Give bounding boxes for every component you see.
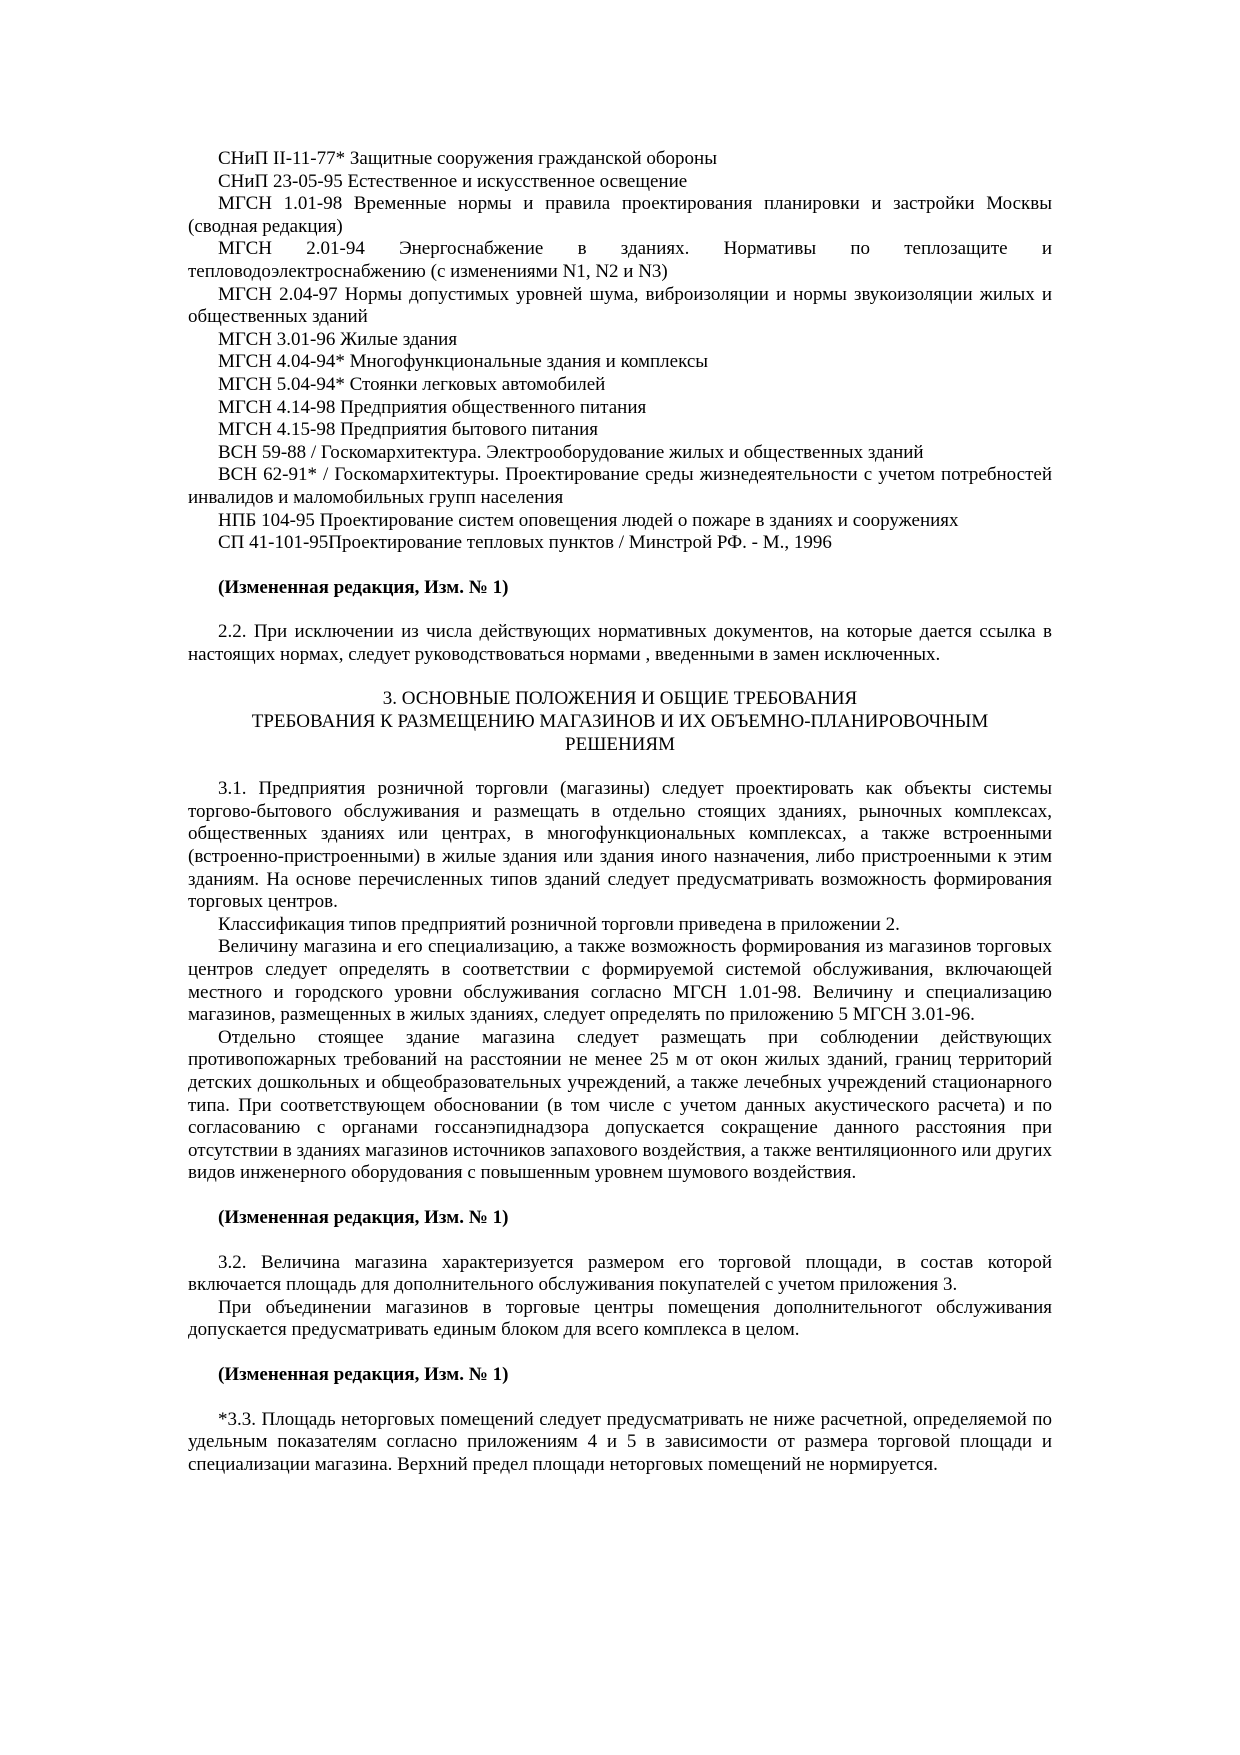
- reference-item: НПБ 104-95 Проектирование систем оповещения людей о пожаре в зданиях и сооружениях: [218, 509, 959, 531]
- paragraph-3-1-size: Величину магазина и его специализацию, а также возможность формирования из магазинов торговых центров следует определять в соответствии с формируемой системой обслуживания, включающей местного и городского уровни обслуживания согласно МГСН 1.01-98. Величину и специализацию магазинов, размещенных в жилых зданиях, следует определять по приложению 5 МГСН 3.01-96.: [188, 936, 1052, 1026]
- reference-item: МГСН 2.04-97 Нормы допустимых уровней шума, виброизоляции и нормы звукоизоляции жилых и общественных зданий: [188, 283, 1052, 328]
- amendment-note: (Измененная редакция, Изм. № 1): [218, 1206, 509, 1228]
- references-list: [188, 148, 1052, 555]
- paragraph-3-1-placement: Отдельно стоящее здание магазина следует размещать при соблюдении действующих противопожарных требований на расстоянии не менее 25 м от окон жилых зданий, границ территорий детских дошкольных и общеобразовательных учреждений, а также лечебных учреждений стационарного типа. При соответствующем обосновании (в том числе с учетом данных акустического расчета) и по согласованию с органами госсанэпиднадзора допускается сокращение данного расстояния при отсутствии в зданиях магазинов источников запахового воздействия, а также вентиляционного или других видов инженерного оборудования с повышенным уровнем шумового воздействия.: [188, 1026, 1052, 1184]
- section-heading-line: ТРЕБОВАНИЯ К РАЗМЕЩЕНИЮ МАГАЗИНОВ И ИХ ОБЪЕМНО-ПЛАНИРОВОЧНЫМ: [251, 711, 989, 733]
- reference-item: СП 41-101-95Проектирование тепловых пунктов / Минстрой РФ. - М., 1996: [218, 532, 832, 554]
- reference-item: МГСН 4.04-94* Многофункциональные здания и комплексы: [218, 351, 709, 373]
- paragraph-3-2: 3.2. Величина магазина характеризуется размером его торговой площади, в состав которой включается площадь для дополнительного обслуживания покупателей с учетом приложения 3.: [188, 1251, 1052, 1296]
- reference-item: МГСН 5.04-94* Стоянки легковых автомобилей: [218, 373, 606, 395]
- reference-item: МГСН 4.15-98 Предприятия бытового питания: [218, 419, 598, 441]
- reference-item: МГСН 1.01-98 Временные нормы и правила проектирования планировки и застройки Москвы (сводная редакция): [188, 193, 1052, 237]
- reference-item: МГСН 3.01-96 Жилые здания: [218, 328, 458, 350]
- amendment-note: (Измененная редакция, Изм. № 1): [218, 1363, 509, 1385]
- reference-item: МГСН 4.14-98 Предприятия общественного питания: [218, 396, 647, 418]
- section-heading-line: РЕШЕНИЯМ: [565, 733, 675, 755]
- amendment-note: (Измененная редакция, Изм. № 1): [218, 576, 509, 598]
- paragraph-3-3: *3.3. Площадь неторговых помещений следует предусматривать не ниже расчетной, определяемой по удельным показателям согласно приложениям 4 и 5 в зависимости от размера торговой площади и специализации магазина. Верхний предел площади неторговых помещений не нормируется.: [188, 1408, 1052, 1475]
- reference-item: СНиП 23-05-95 Естественное и искусственное освещение: [218, 170, 688, 192]
- text-column: [188, 148, 1052, 1476]
- paragraph-3-2-centers: При объединении магазинов в торговые центры помещения дополнительногот обслуживания допускается предусматривать единым блоком для всего комплекса в целом.: [188, 1296, 1052, 1341]
- paragraph-3-1-classification: Классификация типов предприятий розничной торговли приведена в приложении 2.: [218, 913, 900, 935]
- section-3-heading: [188, 688, 1052, 756]
- paragraph-2-2: 2.2. При исключении из числа действующих нормативных документов, на которые дается ссылка в настоящих нормах, следует руководствоваться нормами , введенными в замен исключенных.: [188, 621, 1052, 665]
- reference-item: ВСН 59-88 / Госкомархитектура. Электрооборудование жилых и общественных зданий: [218, 441, 924, 463]
- reference-item: МГСН 2.01-94 Энергоснабжение в зданиях. Нормативы по теплозащите и тепловодоэлектроснабжению (с изменениями N1, N2 и N3): [188, 238, 1052, 282]
- reference-item: ВСН 62-91* / Госкомархитектуры. Проектирование среды жизнедеятельности с учетом потребностей инвалидов и маломобильных групп населения: [188, 464, 1052, 508]
- reference-item: СНиП II-11-77* Защитные сооружения гражданской обороны: [218, 148, 717, 169]
- section-heading-line: 3. ОСНОВНЫЕ ПОЛОЖЕНИЯ И ОБЩИЕ ТРЕБОВАНИЯ: [382, 688, 858, 710]
- paragraph-3-1: 3.1. Предприятия розничной торговли (магазины) следует проектировать как объекты системы торгово-бытового обслуживания и размещать в отдельно стоящих зданиях, рыночных комплексах, общественных зданиях или центрах, в многофункциональных комплексах, а также встроенными (встроенно-пристроенными) в жилые здания или здания иного назначения, либо пристроенными к этим зданиям. На основе перечисленных типов зданий следует предусматривать возможность формирования торговых центров.: [188, 778, 1052, 913]
